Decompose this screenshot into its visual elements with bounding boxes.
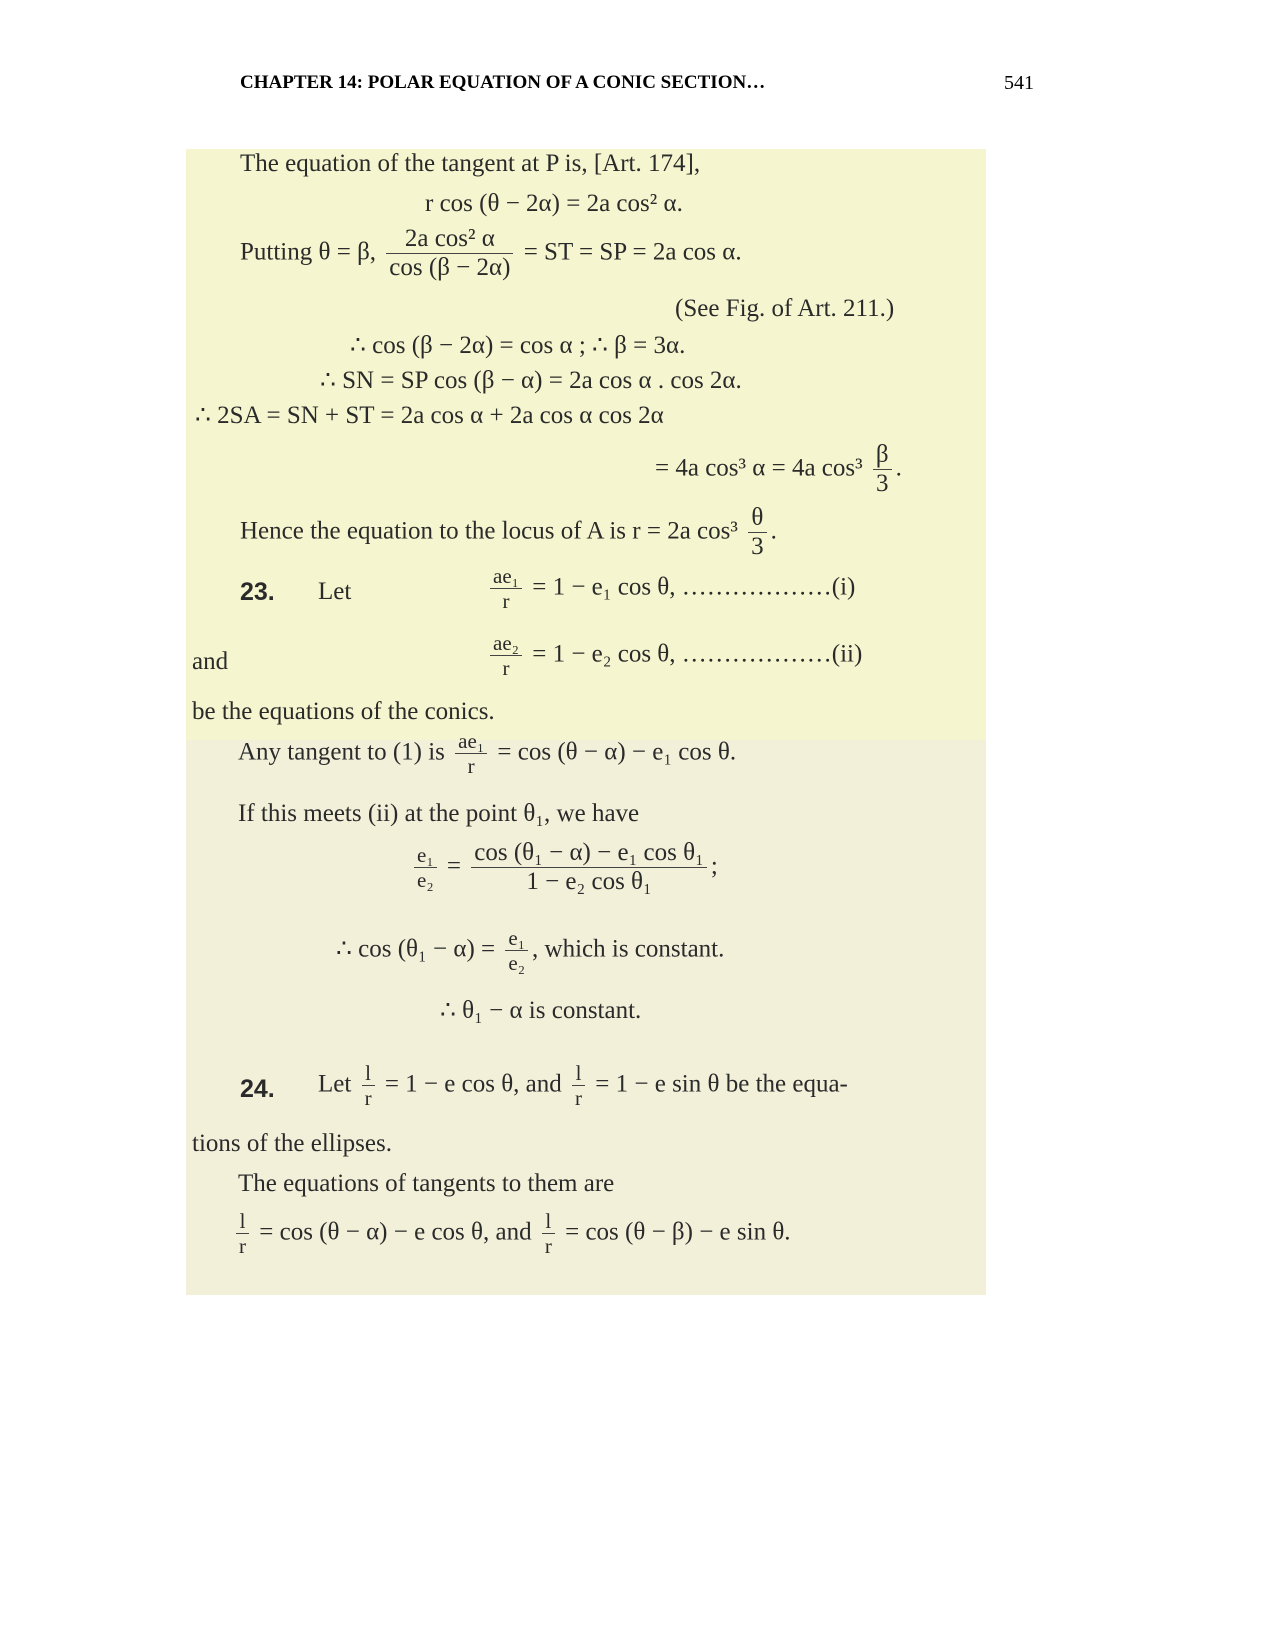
conic-equation-i [486,565,855,612]
page-number: 541 [1004,72,1034,94]
let-word: Let [318,1070,352,1098]
fraction-denominator: r [544,1234,552,1259]
2sa-result-text: = 4a cos³ α = 4a cos³ [655,454,863,482]
cos-constant-line [336,927,724,974]
locus-of-a: Hence the equation to the locus of A is r = 2a cos³ $\frac{\theta}{3}$ . [240,504,777,561]
any-tangent-line [238,730,736,777]
fraction-l-over-r [236,1210,249,1257]
fraction-denominator: r [502,589,510,614]
sn-equation: ∴ SN = SP cos (β − α) = 2a cos α . cos 2α. [320,367,742,394]
fraction-numerator: l [542,1210,555,1234]
fraction-theta-over-3 [748,505,767,561]
putting-theta-beta-line [240,226,742,282]
2sa-equation: ∴ 2SA = SN + ST = 2a cos α + 2a cos α cos 2α [195,402,664,429]
putting-result: = ST = SP = 2a cos α. [523,238,742,266]
fraction-numerator: e₁ [505,927,528,951]
ellipse-eq-1: = 1 − e cos θ, and [384,1070,562,1098]
fraction-e1-over-e2 [505,927,528,974]
fraction-ae2-over-r [490,632,522,679]
ratio-equation: $\frac{\text{e₁}}{\text{e₂}}$ = $\frac{\text{cos (θ₁ − α) − e₁ cos θ₁}}{\text{1 − e₂ cos θ₁}}$ ; [410,840,718,896]
problem-24-line [318,1062,848,1109]
fraction-numerator: 2a cos² α [386,226,513,254]
fraction-e1-over-e2 [414,844,437,891]
fraction-denominator: cos (β − 2α) [389,254,511,282]
fraction-denominator: e₂ [417,868,434,893]
fraction-l-over-r [572,1062,585,1109]
fraction-ae1-over-r [455,730,487,777]
conic-equation-ii [486,632,862,679]
fraction-l-over-r [362,1062,375,1109]
tangent-eq-2: = cos (θ − β) − e sin θ. [565,1218,791,1246]
fraction-numerator: ae₁ [455,730,487,754]
tangent-eq-1: = cos (θ − α) − e cos θ, and [259,1218,532,1246]
tangent-equation: r cos (θ − 2α) = 2a cos² α. [425,190,683,217]
fraction-denominator: r [467,754,475,779]
any-tangent-rhs: = cos (θ − α) − e₁ cos θ. [497,738,737,766]
cos-constant-text: ∴ cos (θ₁ − α) = [336,935,496,963]
conic-equation-ii-rhs: = 1 − e₂ cos θ, ………………(ii) [532,640,863,668]
fraction-numerator: l [236,1210,249,1234]
fraction-ae1-over-r [490,565,522,612]
fraction-denominator: e₂ [508,951,526,976]
fraction-tangent-ratio [471,840,707,896]
ellipses-line: tions of the ellipses. [192,1130,392,1157]
fraction-denominator: r [239,1234,246,1259]
fraction-numerator: e₁ [414,844,437,868]
meets-line: If this meets (ii) at the point θ₁, we have [238,800,640,827]
chapter-title: CHAPTER 14: POLAR EQUATION OF A CONIC SECTION… [240,72,766,93]
fraction-denominator: r [502,656,510,681]
fraction-denominator: r [364,1086,372,1111]
fraction-denominator: 1 − e₂ cos θ₁ [526,868,652,896]
fraction-numerator: ae₂ [490,632,522,656]
problem-23-let: Let [318,578,352,605]
fraction-numerator: ae₁ [490,565,522,589]
and-word: and [192,648,229,675]
theta-alpha-constant: ∴ θ₁ − α is constant. [440,997,642,1024]
fraction-numerator: l [362,1062,375,1086]
any-tangent-text: Any tangent to (1) is [238,738,445,766]
equations-of-conics: be the equations of the conics. [192,698,495,725]
putting-label: Putting θ = β, [240,238,377,266]
fraction-denominator: r [575,1086,583,1111]
beta-equals-3alpha: ∴ cos (β − 2α) = cos α ; ∴ β = 3α. [350,332,686,359]
fraction-numerator: β [873,442,892,470]
fraction-numerator: l [572,1062,585,1086]
fraction-2acos2a-over-cos [386,226,513,282]
ellipse-eq-2: = 1 − e sin θ be the equa- [595,1070,848,1098]
fraction-denominator: 3 [876,470,889,498]
cos-constant-tail: , which is constant. [532,935,725,963]
locus-text: Hence the equation to the locus of A is r = 2a cos³ [240,517,738,545]
fraction-beta-over-3 [873,442,892,498]
tangent-equation-intro: The equation of the tangent at P is, [Art. 174], [240,150,701,177]
fraction-denominator: 3 [751,533,764,561]
figure-reference: (See Fig. of Art. 211.) [675,295,895,322]
problem-23-number: 23. [240,578,275,606]
fraction-l-over-r [542,1210,555,1257]
fraction-numerator: cos (θ₁ − α) − e₁ cos θ₁ [471,840,707,868]
fraction-numerator: θ [748,505,767,533]
2sa-result: = 4a cos³ α = 4a cos³ $\frac{\beta}{3}$ . [655,441,902,498]
tangent-equations [232,1210,791,1257]
conic-equation-i-rhs: = 1 − e₁ cos θ, ………………(i) [532,573,856,601]
tangents-intro: The equations of tangents to them are [238,1170,615,1197]
problem-24-number: 24. [240,1075,275,1103]
